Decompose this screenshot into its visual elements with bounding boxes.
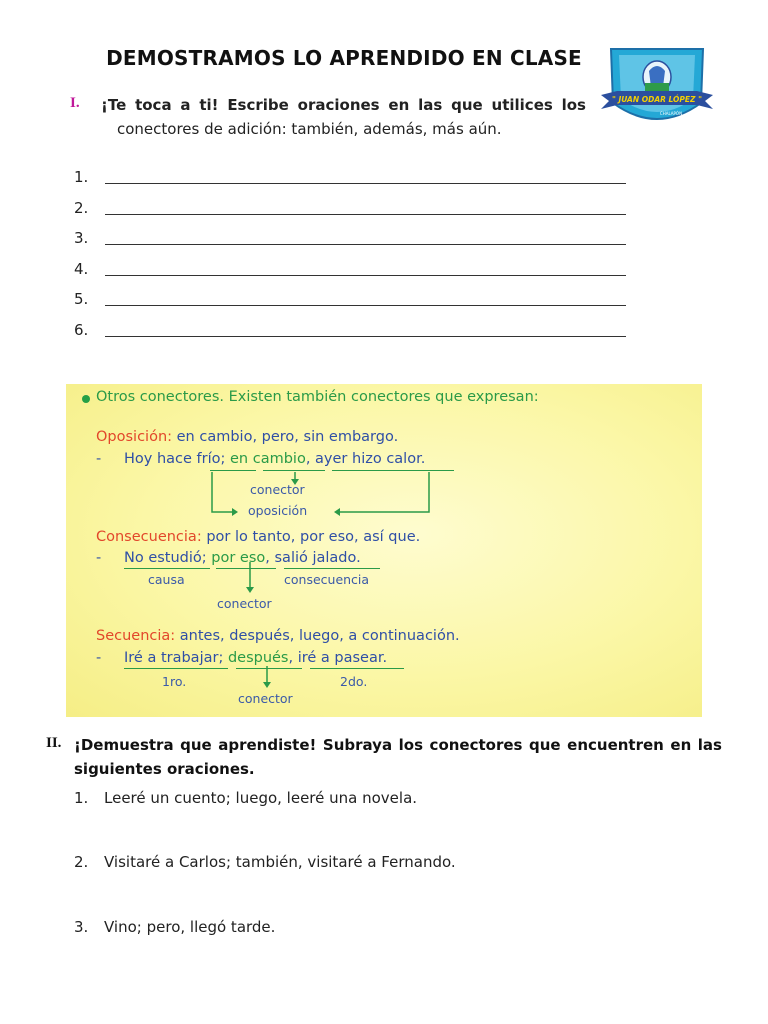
consecuencia-line (96, 529, 420, 545)
logo-ribbon-text: " JUAN ODAR LÓPEZ " (611, 95, 703, 104)
box-header-text: Otros conectores. Existen también conectores que expresan: (96, 389, 539, 405)
write-line[interactable] (105, 214, 626, 215)
section1-instruction (101, 93, 586, 141)
secuencia-note-2do: 2do. (340, 674, 368, 689)
oposicion-items: en cambio, pero, sin embargo. (176, 429, 399, 445)
write-line[interactable] (105, 275, 626, 276)
answer-line[interactable] (74, 258, 634, 289)
answer-line[interactable] (74, 319, 634, 350)
consecuencia-example-connector: por eso (211, 550, 266, 566)
oposicion-note-oposicion: oposición (248, 503, 308, 518)
secuencia-example-c: , (288, 650, 294, 666)
consecuencia-label: Consecuencia: (96, 529, 202, 545)
write-line[interactable] (105, 183, 626, 184)
underline (310, 668, 404, 669)
section1-line2: conectores de adición: también, además, más aún. (117, 120, 502, 138)
section1-roman: I. (70, 95, 80, 111)
sentence-text[interactable]: Vino; pero, llegó tarde. (104, 918, 276, 936)
sentence-text[interactable]: Leeré un cuento; luego, leeré una novela. (104, 789, 418, 807)
sentence-text[interactable]: Visitaré a Carlos; también, visitaré a Fernando. (104, 853, 456, 871)
logo-sub-text: CHALAPÓN (659, 111, 683, 116)
oposicion-dash: - (96, 451, 102, 467)
secuencia-example-d: iré a pasear. (297, 650, 388, 666)
page-title: DEMOSTRAMOS LO APRENDIDO EN CLASE (106, 46, 582, 70)
underline (124, 668, 228, 669)
write-line[interactable] (105, 244, 626, 245)
consecuencia-example-c: , (265, 550, 270, 566)
line-number: 2. (74, 198, 89, 217)
secuencia-example (124, 650, 387, 666)
answer-lines (74, 166, 634, 350)
underline (216, 568, 276, 569)
secuencia-label: Secuencia: (96, 628, 176, 644)
line-number: 4. (74, 259, 89, 278)
secuencia-dash: - (96, 650, 102, 666)
consecuencia-note-causa: causa (148, 572, 185, 587)
sentence-2 (74, 853, 456, 871)
line-number: 5. (74, 290, 89, 309)
oposicion-example-a: Hoy hace frío; (124, 451, 226, 467)
secuencia-example-a: Iré a trabajar; (124, 650, 224, 666)
write-line[interactable] (105, 336, 626, 337)
secuencia-example-connector: después (227, 650, 289, 666)
consecuencia-note-consecuencia: consecuencia (284, 572, 370, 587)
section2-line1: ¡Demuestra que aprendiste! Subraya los conectores que encuentren en las (74, 736, 722, 754)
secuencia-note-conector: conector (238, 691, 293, 706)
underline (236, 668, 302, 669)
sentence-number: 1. (74, 789, 89, 807)
underline (124, 568, 210, 569)
school-logo (597, 43, 717, 133)
section2-roman: II. (46, 735, 62, 751)
secuencia-note-1ro: 1ro. (162, 674, 187, 689)
sentence-number: 3. (74, 918, 89, 936)
underline (284, 568, 380, 569)
sentence-3 (74, 918, 275, 936)
line-number: 3. (74, 229, 89, 248)
sentence-number: 2. (74, 853, 89, 871)
consecuencia-example-d: salió jalado. (274, 550, 361, 566)
answer-line[interactable] (74, 227, 634, 258)
consecuencia-items: por lo tanto, por eso, así que. (206, 529, 421, 545)
section1-line1: ¡Te toca a ti! Escribe oraciones en las que utilices los (101, 96, 586, 114)
section2-instruction (74, 733, 722, 781)
section2-line2: siguientes oraciones. (74, 760, 255, 778)
oposicion-example-connector: en cambio (230, 451, 306, 467)
consecuencia-dash: - (96, 550, 102, 566)
consecuencia-example-a: No estudió; (124, 550, 207, 566)
oposicion-note-conector: conector (250, 482, 305, 497)
oposicion-label: Oposición: (96, 429, 173, 445)
consecuencia-example (124, 550, 361, 566)
answer-line[interactable] (74, 288, 634, 319)
connectors-box (66, 384, 702, 717)
sentence-1 (74, 789, 417, 807)
secuencia-items: antes, después, luego, a continuación. (179, 628, 460, 644)
oposicion-example-c: , ayer hizo calor. (305, 451, 426, 467)
answer-line[interactable] (74, 166, 634, 197)
secuencia-line (96, 628, 460, 644)
write-line[interactable] (105, 305, 626, 306)
answer-line[interactable] (74, 197, 634, 228)
consecuencia-note-conector: conector (217, 596, 272, 611)
line-number: 1. (74, 168, 89, 186)
line-number: 6. (74, 320, 89, 339)
